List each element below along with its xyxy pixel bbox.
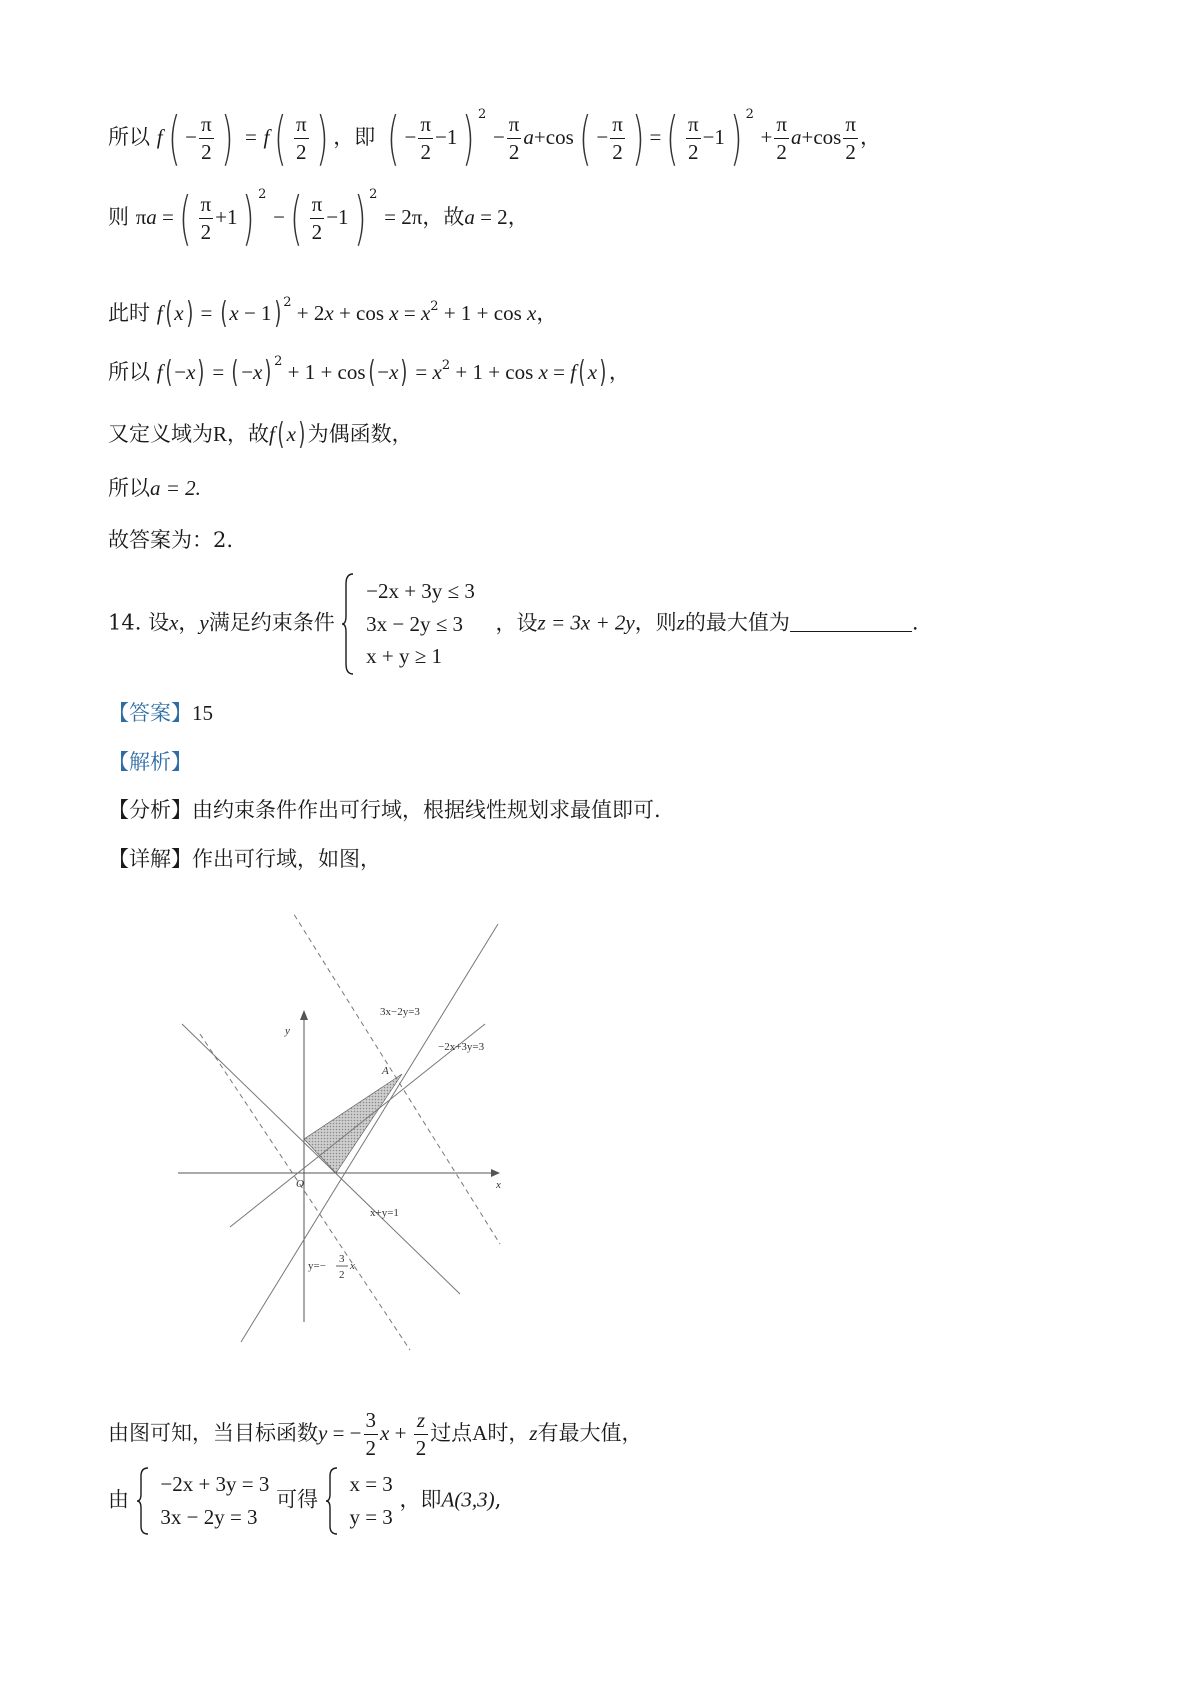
text-b: 可得 [276,1487,319,1512]
answer-line [108,703,213,724]
answer-value: 15 [192,701,213,725]
line-label-3x-2y: 3x−2y=3 [380,1006,420,1018]
point-A-label: A [382,1065,389,1077]
text-end: , [494,1487,502,1512]
objective-function: z = 3x + 2y [537,610,635,635]
text-a: 由 [108,1487,129,1512]
x-axis-label: x [496,1179,501,1191]
line-y-neg-3-2-x [200,1034,410,1350]
origin-label: O [296,1178,304,1190]
text-a: 设 [148,610,170,635]
solution-system [349,1468,392,1533]
y-axis-label: y [285,1025,290,1037]
text-prefix: 所以 [108,476,150,500]
y-axis-arrow-icon [300,1010,308,1020]
text-end: . [911,610,919,635]
text-c: 时， [487,1421,530,1445]
text-end: ， [859,125,881,149]
line-label-neg2x-3y: −2x+3y=3 [438,1041,485,1053]
text-c: ，设 [495,610,538,635]
text-d: 有最大值， [537,1421,643,1445]
xiangjie-line: 【详解】作出可行域，如图， [108,847,381,871]
feasible-region-graph [170,912,530,1372]
line-x-y-1 [182,1024,460,1294]
fenxi-line: 【分析】由约束条件作出可行域，根据线性规划求最值即可. [108,798,661,822]
solution-line-1: 所以 f( − $\frac{\pi}{2}$ ) = f( $\frac{\pi}{2}$ ) ，即 ( − $\frac{\pi}{2}$ −1) $^2$ − $\frac{\pi}{2}$ a+cos( − $\frac{\pi}{2}$ ) =( $\frac{\pi}{2}$ −1) $^2$ + $\frac{\pi}{2}$ a+cos $\frac{\pi}{2}$ ， [108,104,881,173]
point-A: A [472,1421,488,1445]
text-mid: ，即 [333,125,376,149]
solution-line-4: 所以 f( −x) = ( −x) $^2 + 1 + \cos( -x) = x^2 + 1 + \cos x = f$( x) ， [108,354,630,390]
line-3x-2y-3 [241,924,498,1342]
solution-line-7: 故答案为：2. [108,528,234,552]
text-a: 又定义域为 [108,422,213,446]
text-prefix: 所以 [108,360,150,384]
line-neg2x-3y-3 [230,1024,485,1227]
question-14: 14. 设x，y满足约束条件 −2x + 3y ≤ 3 3x − 2y ≤ 3 x + y ≥ 1 ，设z = 3x + 2y，则z的最大值为 . [108,572,919,676]
brace-icon [341,572,359,676]
text-b: ，故 [227,422,270,446]
point-A-coords: A(3,3) [441,1487,495,1512]
domain-symbol: R [213,422,228,446]
text-c: 为偶函数， [307,422,413,446]
solution-x: x = 3 [349,1472,393,1497]
text-prefix: 所以 [108,125,150,149]
text-prefix: 则 [108,205,129,229]
solution-line-2: 则 πa =( $\frac{\pi}{2}$ +1) $^2$ −( $\frac{\pi}{2}$ −1) $^2$ = 2π，故a = 2， [108,184,529,253]
text-c: ，即 [399,1487,442,1512]
conclusion-line-2 [108,1466,501,1536]
text-b: 过点 [430,1421,473,1445]
equation-system [160,1468,269,1533]
text-end: ， [536,301,558,325]
conclusion-line-1: 由图可知，当目标函数y = − $\frac{3}{2}$ x + $\frac{z}{2}$ 过点A时，z有最大值， [108,1408,643,1460]
constraint-1: −2x + 3y ≤ 3 [366,579,475,604]
analysis-tag: 【解析】 [108,750,192,774]
answer-blank[interactable] [790,613,912,632]
answer-tag: 【答案】 [108,701,192,725]
solution-line-6 [108,478,201,499]
equation-2: 3x − 2y = 3 [160,1505,258,1529]
frac-den: 2 [339,1269,345,1281]
x-axis-arrow-icon [491,1169,500,1177]
feasible-region [304,1074,402,1173]
equation: a = 2. [150,476,201,500]
text-d: ，则 [634,610,677,635]
text-a: 由图可知，当目标函数 [108,1421,318,1445]
equation-1: −2x + 3y = 3 [160,1472,270,1497]
brace-icon [325,1466,343,1536]
text-mid: ，故 [422,205,465,229]
line-label-x-y: x+y=1 [370,1207,399,1219]
constraint-2: 3x − 2y ≤ 3 [366,611,463,636]
text-end: ， [507,205,529,229]
frac-num: 3 [339,1253,345,1265]
question-number: 14. [108,610,142,635]
text-b: 满足约束条件 [208,610,335,635]
text-e: 的最大值为 [684,610,790,635]
line-objective-through-A [280,912,500,1244]
line-label-y-neg-3-2-x: y=− [308,1260,326,1272]
var-x: x [350,1260,355,1272]
constraint-system [366,575,475,673]
solution-line-5: 又定义域为R，故f( x) 为偶函数， [108,417,413,452]
brace-icon [136,1466,154,1536]
solution-y: y = 3 [349,1505,393,1529]
text-prefix: 此时 [108,301,150,325]
solution-line-3: 此时 f( x) = ( x − 1) $^2 + 2x + \cos x = x^2 + 1 + \cos x$， [108,295,558,331]
constraint-3: x + y ≥ 1 [366,644,442,669]
text-end: ， [608,360,630,384]
